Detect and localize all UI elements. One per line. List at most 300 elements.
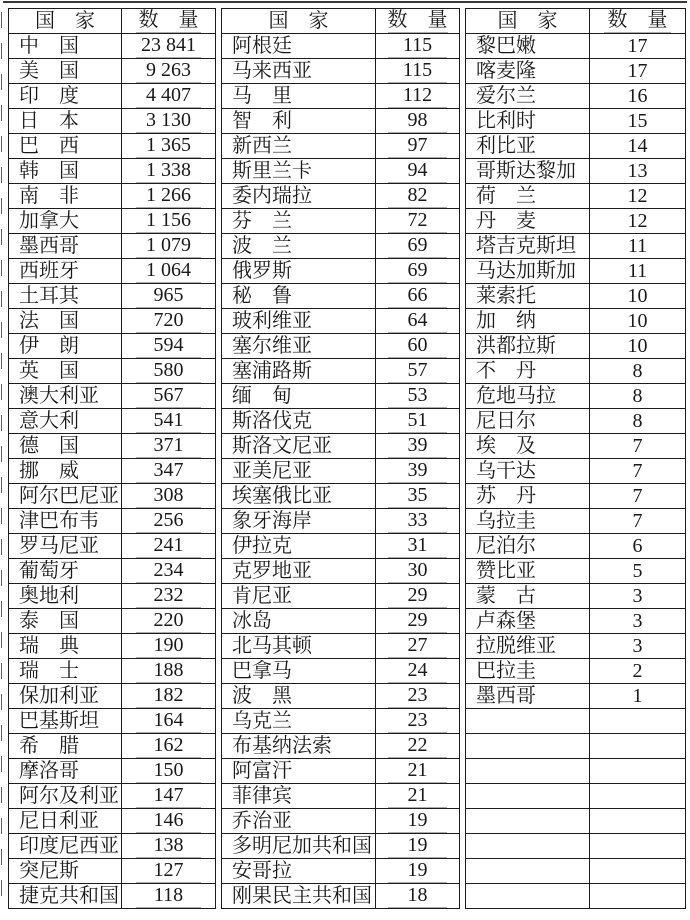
country-cell: 马达加斯加 [466, 259, 590, 284]
country-cell: 津巴布韦 [9, 509, 122, 534]
quantity-cell [122, 59, 216, 84]
country-cell: 布基纳法索 [222, 734, 376, 759]
quantity-cell [376, 34, 460, 59]
table-row [466, 359, 686, 384]
quantity-value: 29 [388, 584, 446, 608]
quantity-cell [590, 409, 686, 434]
table-row [222, 134, 460, 159]
table-row [9, 534, 216, 559]
table-row [466, 809, 686, 834]
table-row [9, 884, 216, 909]
country-cell: 洪都拉斯 [466, 334, 590, 359]
quantity-value: 82 [388, 184, 446, 208]
quantity-cell [376, 384, 460, 409]
table-row [222, 284, 460, 309]
quantity-cell [590, 734, 686, 759]
quantity-cell [376, 359, 460, 384]
quantity-cell [590, 84, 686, 109]
country-cell: 加 纳 [466, 309, 590, 334]
table-row [222, 759, 460, 784]
quantity-cell [122, 234, 216, 259]
country-cell: 捷克共和国 [9, 884, 122, 909]
table-row [222, 159, 460, 184]
table-row [466, 284, 686, 309]
table-row [9, 559, 216, 584]
quantity-value: 541 [136, 409, 201, 433]
quantity-cell [590, 559, 686, 584]
quantity-value: 2 [632, 659, 643, 682]
quantity-value: 308 [136, 484, 201, 508]
quantity-cell [122, 84, 216, 109]
country-cell: 印 度 [9, 84, 122, 109]
country-cell: 突尼斯 [9, 859, 122, 884]
quantity-value: 30 [388, 559, 446, 583]
quantity-cell [590, 509, 686, 534]
quantity-value: 66 [388, 284, 446, 308]
table-header-row [9, 9, 216, 34]
table-row [9, 709, 216, 734]
quantity-value: 115 [388, 59, 446, 83]
quantity-value: 24 [388, 659, 446, 683]
country-cell: 瑞 士 [9, 659, 122, 684]
quantity-cell [122, 484, 216, 509]
quantity-value: 51 [388, 409, 446, 433]
country-cell: 乔治亚 [222, 809, 376, 834]
country-header: 国 家 [222, 9, 376, 34]
quantity-cell [590, 309, 686, 334]
table-row [466, 484, 686, 509]
quantity-value: 7 [632, 434, 643, 457]
table-row [222, 359, 460, 384]
quantity-value: 4 407 [136, 84, 201, 108]
quantity-value: 8 [632, 359, 643, 382]
table-row [222, 259, 460, 284]
table-row [222, 709, 460, 734]
country-cell: 斯洛伐克 [222, 409, 376, 434]
quantity-value: 147 [136, 784, 201, 808]
quantity-cell [376, 809, 460, 834]
quantity-cell [122, 184, 216, 209]
table-row [466, 884, 686, 909]
quantity-value: 17 [627, 34, 648, 57]
quantity-value: 17 [627, 59, 648, 82]
country-cell: 不 丹 [466, 359, 590, 384]
quantity-cell [122, 434, 216, 459]
country-cell: 委内瑞拉 [222, 184, 376, 209]
country-quantity-table-2 [221, 8, 460, 909]
country-cell: 俄罗斯 [222, 259, 376, 284]
quantity-cell [122, 259, 216, 284]
quantity-cell [376, 584, 460, 609]
table-row [466, 159, 686, 184]
quantity-value: 10 [627, 309, 648, 332]
quantity-value: 347 [136, 459, 201, 483]
quantity-cell [122, 609, 216, 634]
country-cell: 日 本 [9, 109, 122, 134]
quantity-cell [590, 634, 686, 659]
table-row [222, 809, 460, 834]
quantity-cell [122, 784, 216, 809]
country-cell [466, 709, 590, 734]
country-cell: 利比亚 [466, 134, 590, 159]
quantity-value: 150 [136, 759, 201, 783]
table-row [466, 834, 686, 859]
country-cell: 马来西亚 [222, 59, 376, 84]
country-cell [466, 859, 590, 884]
country-cell: 埃塞俄比亚 [222, 484, 376, 509]
quantity-cell [590, 234, 686, 259]
country-cell: 保加利亚 [9, 684, 122, 709]
country-cell [466, 784, 590, 809]
table-row [222, 609, 460, 634]
quantity-value: 3 130 [136, 109, 201, 133]
quantity-cell [590, 859, 686, 884]
country-quantity-tables [8, 8, 686, 909]
quantity-value: 1 064 [136, 259, 201, 283]
quantity-cell [376, 159, 460, 184]
quantity-cell [122, 884, 216, 909]
country-cell: 泰 国 [9, 609, 122, 634]
quantity-cell [376, 434, 460, 459]
quantity-cell [376, 334, 460, 359]
quantity-value: 1 365 [136, 134, 201, 158]
quantity-cell [122, 859, 216, 884]
quantity-value: 112 [388, 84, 446, 108]
table-body [222, 34, 460, 909]
quantity-cell [376, 234, 460, 259]
quantity-cell [122, 134, 216, 159]
table-row [9, 409, 216, 434]
country-cell: 玻利维亚 [222, 309, 376, 334]
quantity-cell [376, 634, 460, 659]
quantity-cell [376, 509, 460, 534]
table-row [466, 759, 686, 784]
country-cell: 巴 西 [9, 134, 122, 159]
table-header-row [466, 9, 686, 34]
table-body [466, 34, 686, 909]
country-cell: 卢森堡 [466, 609, 590, 634]
quantity-cell [122, 834, 216, 859]
quantity-cell [122, 634, 216, 659]
quantity-value: 18 [388, 884, 446, 908]
table-row [222, 484, 460, 509]
table-row [466, 709, 686, 734]
quantity-value: 29 [388, 609, 446, 633]
table-row [222, 459, 460, 484]
table-row [9, 359, 216, 384]
quantity-cell [122, 309, 216, 334]
table-row [222, 84, 460, 109]
quantity-header-label: 数 量 [136, 9, 201, 33]
country-cell: 莱索托 [466, 284, 590, 309]
quantity-value: 69 [388, 259, 446, 283]
table-header-row [222, 9, 460, 34]
quantity-value: 3 [632, 609, 643, 632]
quantity-value: 118 [136, 884, 201, 908]
quantity-header-label: 数 量 [604, 9, 671, 33]
country-cell: 爱尔兰 [466, 84, 590, 109]
table-row [466, 109, 686, 134]
table-row [466, 859, 686, 884]
table-body [9, 34, 216, 909]
quantity-cell [376, 259, 460, 284]
table-row [9, 109, 216, 134]
quantity-value: 27 [388, 634, 446, 658]
quantity-cell [376, 759, 460, 784]
quantity-cell [590, 684, 686, 709]
quantity-value: 138 [136, 834, 201, 858]
quantity-cell [590, 884, 686, 909]
table-row [9, 759, 216, 784]
quantity-cell [376, 784, 460, 809]
quantity-value: 94 [388, 159, 446, 183]
quantity-value: 23 841 [136, 34, 201, 58]
quantity-value: 594 [136, 334, 201, 358]
quantity-value: 241 [136, 534, 201, 558]
table-row [222, 659, 460, 684]
country-cell: 黎巴嫩 [466, 34, 590, 59]
quantity-cell [122, 659, 216, 684]
quantity-cell [376, 834, 460, 859]
quantity-cell [122, 109, 216, 134]
quantity-value: 164 [136, 709, 201, 733]
quantity-cell [590, 809, 686, 834]
quantity-value: 57 [388, 359, 446, 383]
table-row [9, 309, 216, 334]
table-row [9, 609, 216, 634]
page-top-edge-artifact [3, 1, 687, 3]
quantity-cell [122, 684, 216, 709]
quantity-value: 98 [388, 109, 446, 133]
country-cell: 阿根廷 [222, 34, 376, 59]
quantity-cell [590, 759, 686, 784]
quantity-cell [590, 109, 686, 134]
table-row [222, 534, 460, 559]
country-cell: 印度尼西亚 [9, 834, 122, 859]
quantity-value: 72 [388, 209, 446, 233]
table-row [9, 659, 216, 684]
country-cell: 克罗地亚 [222, 559, 376, 584]
country-cell [466, 834, 590, 859]
quantity-value: 15 [627, 109, 648, 132]
quantity-value: 14 [627, 134, 648, 157]
quantity-cell [376, 459, 460, 484]
quantity-value: 232 [136, 584, 201, 608]
quantity-value: 16 [627, 84, 648, 107]
country-cell: 西班牙 [9, 259, 122, 284]
country-cell: 埃 及 [466, 434, 590, 459]
country-cell: 哥斯达黎加 [466, 159, 590, 184]
country-cell: 墨西哥 [466, 684, 590, 709]
quantity-value: 10 [627, 284, 648, 307]
quantity-value: 31 [388, 534, 446, 558]
country-cell: 墨西哥 [9, 234, 122, 259]
country-cell: 乌拉圭 [466, 509, 590, 534]
quantity-cell [590, 184, 686, 209]
quantity-value: 12 [627, 184, 648, 207]
country-cell: 意大利 [9, 409, 122, 434]
quantity-cell [376, 884, 460, 909]
country-cell: 北马其顿 [222, 634, 376, 659]
table-row [9, 184, 216, 209]
country-cell: 亚美尼亚 [222, 459, 376, 484]
quantity-cell [590, 784, 686, 809]
quantity-cell [376, 59, 460, 84]
quantity-cell [376, 209, 460, 234]
table-row [466, 309, 686, 334]
quantity-cell [122, 584, 216, 609]
country-cell [466, 759, 590, 784]
country-cell: 蒙 古 [466, 584, 590, 609]
country-cell: 土耳其 [9, 284, 122, 309]
quantity-value: 567 [136, 384, 201, 408]
quantity-cell [122, 709, 216, 734]
quantity-value: 19 [388, 809, 446, 833]
quantity-cell [376, 409, 460, 434]
table-row [9, 809, 216, 834]
table-row [9, 584, 216, 609]
quantity-cell [590, 209, 686, 234]
quantity-cell [376, 659, 460, 684]
table-row [9, 784, 216, 809]
quantity-value: 10 [627, 334, 648, 357]
table-row [9, 284, 216, 309]
country-cell: 马 里 [222, 84, 376, 109]
quantity-cell [590, 834, 686, 859]
quantity-value: 19 [388, 834, 446, 858]
quantity-cell [122, 459, 216, 484]
quantity-cell [376, 734, 460, 759]
table-row [222, 334, 460, 359]
country-quantity-table-1 [8, 8, 216, 909]
quantity-value: 69 [388, 234, 446, 258]
table-row [222, 834, 460, 859]
country-cell: 多明尼加共和国 [222, 834, 376, 859]
quantity-value: 7 [632, 509, 643, 532]
table-row [222, 734, 460, 759]
country-cell: 塞尔维亚 [222, 334, 376, 359]
quantity-value: 1 [632, 684, 643, 707]
quantity-cell [376, 559, 460, 584]
country-cell: 美 国 [9, 59, 122, 84]
country-cell: 尼日利亚 [9, 809, 122, 834]
table-row [9, 209, 216, 234]
quantity-cell [590, 459, 686, 484]
quantity-value: 115 [388, 34, 446, 58]
country-cell: 比利时 [466, 109, 590, 134]
table-row [9, 434, 216, 459]
country-cell: 尼泊尔 [466, 534, 590, 559]
country-cell: 苏 丹 [466, 484, 590, 509]
table-row [9, 34, 216, 59]
table-row [466, 59, 686, 84]
table-row [9, 734, 216, 759]
table-row [222, 784, 460, 809]
country-cell: 伊 朗 [9, 334, 122, 359]
quantity-value: 7 [632, 484, 643, 507]
quantity-value: 11 [627, 234, 648, 257]
quantity-value: 965 [136, 284, 201, 308]
country-cell: 斯洛文尼亚 [222, 434, 376, 459]
quantity-value: 580 [136, 359, 201, 383]
country-cell: 瑞 典 [9, 634, 122, 659]
country-cell: 阿尔巴尼亚 [9, 484, 122, 509]
table-row [9, 459, 216, 484]
quantity-value: 11 [627, 259, 648, 282]
quantity-cell [590, 334, 686, 359]
quantity-cell [376, 184, 460, 209]
quantity-cell [122, 159, 216, 184]
country-cell: 巴拉圭 [466, 659, 590, 684]
table-row [466, 234, 686, 259]
quantity-cell [122, 34, 216, 59]
country-cell: 希 腊 [9, 734, 122, 759]
quantity-cell [376, 284, 460, 309]
quantity-cell [376, 609, 460, 634]
table-row [466, 559, 686, 584]
quantity-value: 3 [632, 584, 643, 607]
quantity-cell [590, 34, 686, 59]
country-header: 国 家 [466, 9, 590, 34]
country-cell: 肯尼亚 [222, 584, 376, 609]
quantity-value: 19 [388, 859, 446, 883]
table-row [466, 409, 686, 434]
quantity-value: 182 [136, 684, 201, 708]
country-cell: 危地马拉 [466, 384, 590, 409]
country-cell: 缅 甸 [222, 384, 376, 409]
country-cell: 摩洛哥 [9, 759, 122, 784]
quantity-cell [376, 309, 460, 334]
table-row [222, 184, 460, 209]
country-cell: 阿尔及利亚 [9, 784, 122, 809]
table-row [466, 434, 686, 459]
table-row [466, 734, 686, 759]
page-left-edge-artifact [1, 12, 2, 908]
table-row [466, 584, 686, 609]
table-row [222, 684, 460, 709]
country-cell [466, 809, 590, 834]
table-row [466, 34, 686, 59]
quantity-cell [122, 559, 216, 584]
quantity-value: 188 [136, 659, 201, 683]
table-row [222, 584, 460, 609]
quantity-value: 21 [388, 759, 446, 783]
country-cell: 波 黑 [222, 684, 376, 709]
quantity-value: 256 [136, 509, 201, 533]
quantity-value: 97 [388, 134, 446, 158]
quantity-value: 39 [388, 434, 446, 458]
quantity-cell [376, 684, 460, 709]
quantity-value: 3 [632, 634, 643, 657]
quantity-value: 1 266 [136, 184, 201, 208]
table-row [9, 384, 216, 409]
quantity-header-label: 数 量 [387, 9, 448, 31]
country-cell: 赞比亚 [466, 559, 590, 584]
table-row [9, 834, 216, 859]
quantity-cell [122, 809, 216, 834]
table-row [222, 559, 460, 584]
table-row [222, 884, 460, 909]
country-cell: 象牙海岸 [222, 509, 376, 534]
table-row [466, 134, 686, 159]
country-cell: 塔吉克斯坦 [466, 234, 590, 259]
quantity-cell [590, 59, 686, 84]
quantity-cell [376, 109, 460, 134]
quantity-cell [590, 159, 686, 184]
quantity-cell [590, 709, 686, 734]
country-cell: 加拿大 [9, 209, 122, 234]
table-row [9, 334, 216, 359]
